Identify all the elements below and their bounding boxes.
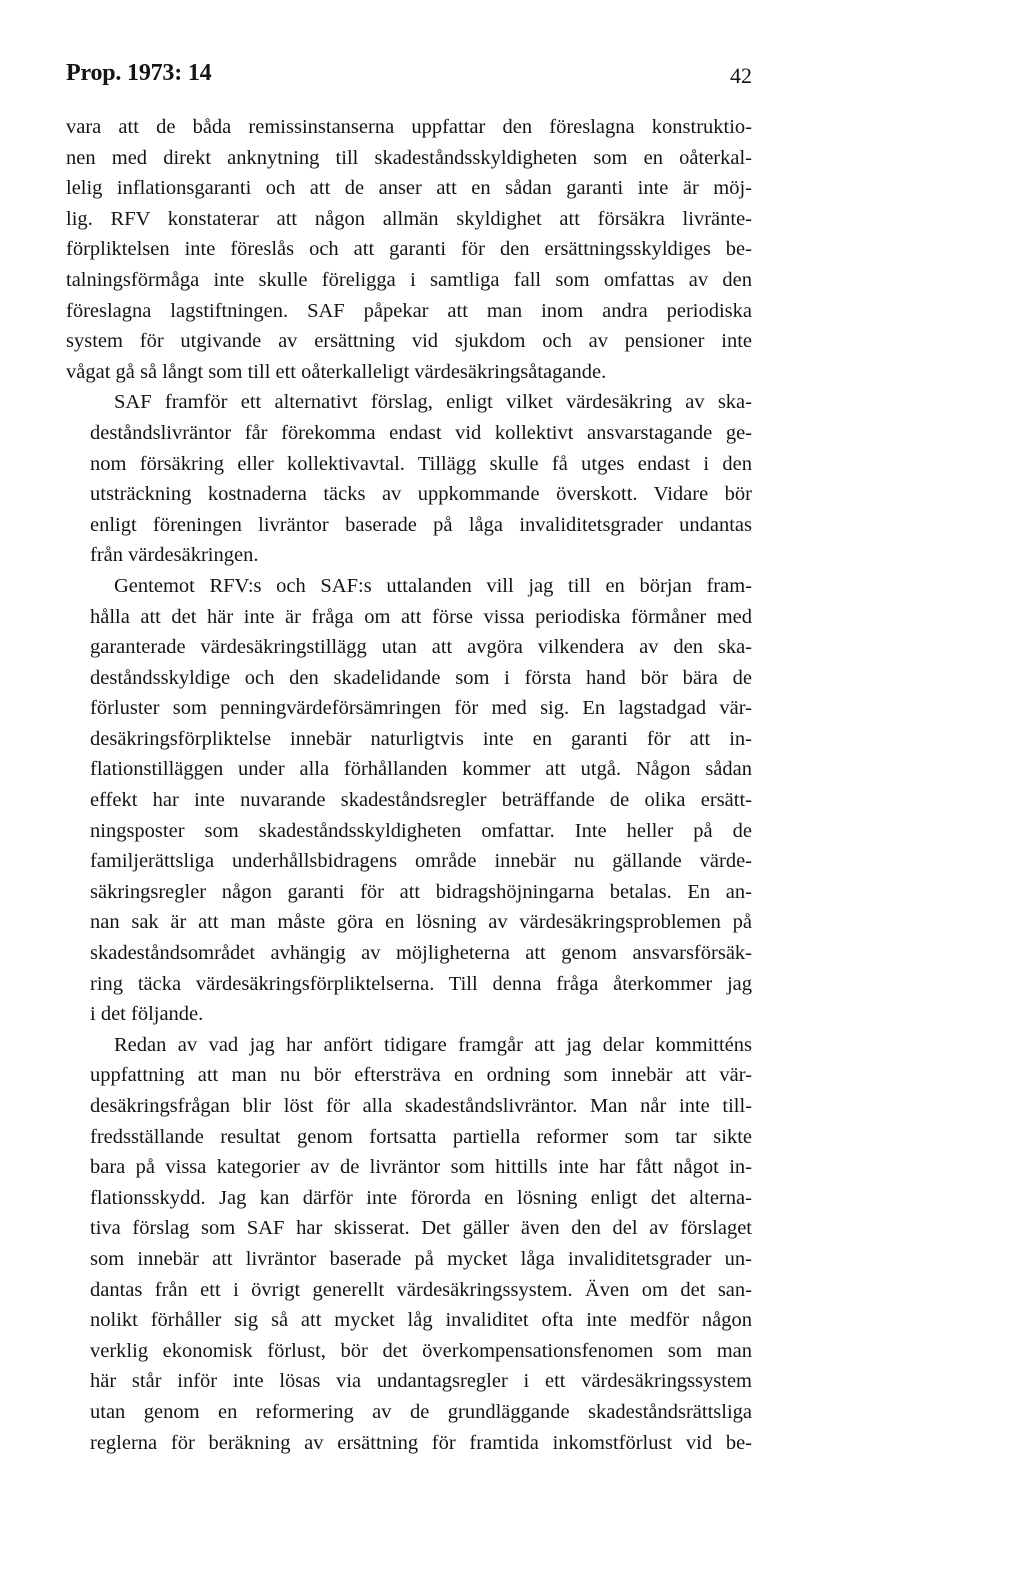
paragraph xyxy=(66,571,752,1030)
text-line: reglerna för beräkning av ersättning för framtida inkomstförlust vid be- xyxy=(90,1431,752,1454)
text-line: förpliktelsen inte föreslås och att garanti för den ersättningsskyldiges be- xyxy=(66,238,752,261)
text-line: effekt har inte nuvarande skadeståndsregler beträffande de olika ersätt- xyxy=(90,789,752,812)
text-line: system för utgivande av ersättning vid sjukdom och av pensioner inte xyxy=(66,330,752,353)
text-line: vara att de båda remissinstanserna uppfattar den föreslagna konstruktio- xyxy=(66,116,752,138)
text-line: Gentemot RFV:s och SAF:s uttalanden vill jag till en början fram- xyxy=(114,574,752,597)
text-line: föreslagna lagstiftningen. SAF påpekar att man inom andra periodiska xyxy=(66,299,752,322)
text-line: från värdesäkringen. xyxy=(90,544,259,567)
text-line: säkringsregler någon garanti för att bidragshöjningarna betalas. En an- xyxy=(90,880,752,903)
text-line: utan genom en reformering av de grundläggande skadeståndsrättsliga xyxy=(90,1400,752,1423)
page-header xyxy=(66,58,752,92)
text-line: Redan av vad jag har anfört tidigare framgår att jag delar kommitténs xyxy=(114,1033,752,1056)
text-line: lelig inflationsgaranti och att de anser att en sådan garanti inte är möj- xyxy=(66,177,752,200)
document-title: Prop. 1973: 14 xyxy=(66,60,212,86)
text-line: desäkringsfrågan blir löst för alla skadeståndslivräntor. Man når inte till- xyxy=(90,1095,752,1117)
text-line: desäkringsförpliktelse innebär naturligtvis inte en garanti för att in- xyxy=(90,727,752,750)
paragraph xyxy=(66,387,752,571)
text-line: ningsposter som skadeståndsskyldigheten omfattar. Inte heller på de xyxy=(90,819,752,842)
paragraph xyxy=(66,112,752,387)
text-line: bara på vissa kategorier av de livräntor som hittills inte har fått något in- xyxy=(90,1156,752,1179)
text-line: tiva förslag som SAF har skisserat. Det gäller även den del av förslaget xyxy=(90,1217,752,1240)
text-line: SAF framför ett alternativt förslag, enligt vilket värdesäkring av ska- xyxy=(114,391,752,414)
text-line: nom försäkring eller kollektivavtal. Tillägg skulle få utges endast i den xyxy=(90,452,752,475)
text-line: lig. RFV konstaterar att någon allmän skyldighet att försäkra livränte- xyxy=(66,207,752,230)
text-line: ring täcka värdesäkringsförpliktelserna. Till denna fråga återkommer jag xyxy=(90,972,752,995)
text-line: familjerättsliga underhållsbidragens område innebär nu gällande värde- xyxy=(90,850,752,873)
text-line: dantas från ett i övrigt generellt värdesäkringssystem. Även om det san- xyxy=(90,1278,752,1301)
text-line: som innebär att livräntor baserade på mycket låga invaliditetsgrader un- xyxy=(90,1247,752,1270)
text-line: utsträckning kostnaderna täcks av uppkommande överskott. Vidare bör xyxy=(90,483,752,506)
text-line: förluster som penningvärdeförsämringen för med sig. En lagstadgad vär- xyxy=(90,697,752,720)
text-line: flationstilläggen under alla förhållanden kommer att utgå. Någon sådan xyxy=(90,758,752,781)
page-number: 42 xyxy=(730,63,752,88)
text-line: talningsförmåga inte skulle föreligga i samtliga fall som omfattas av den xyxy=(66,268,752,291)
body-text xyxy=(66,112,752,1458)
text-line: uppfattning att man nu bör eftersträva en ordning som innebär att vär- xyxy=(90,1064,752,1087)
text-line: vågat gå så långt som till ett oåterkalleligt värdesäkringsåtagande. xyxy=(66,360,607,383)
paragraph xyxy=(66,1030,752,1458)
text-line: deståndslivräntor får förekomma endast vid kollektivt ansvarstagande ge- xyxy=(90,421,752,444)
text-line: skadeståndsområdet avhängig av möjligheterna att genom ansvarsförsäk- xyxy=(90,942,752,965)
text-line: här står inför inte lösas via undantagsregler i ett värdesäkringssystem xyxy=(90,1370,752,1393)
text-line: i det följande. xyxy=(90,1003,204,1026)
text-line: flationsskydd. Jag kan därför inte förorda en lösning enligt det alterna- xyxy=(90,1186,752,1209)
text-line: nen med direkt anknytning till skadeståndsskyldigheten som en oåterkal- xyxy=(66,146,752,169)
text-line: hålla att det här inte är fråga om att förse vissa periodiska förmåner med xyxy=(90,605,752,628)
text-line: enligt föreningen livräntor baserade på låga invaliditetsgrader undantas xyxy=(90,513,752,536)
text-line: verklig ekonomisk förlust, bör det överkompensationsfenomen som man xyxy=(90,1339,752,1362)
text-line: nan sak är att man måste göra en lösning av värdesäkringsproblemen på xyxy=(90,911,752,934)
text-line: garanterade värdesäkringstillägg utan att avgöra vilkendera av den ska- xyxy=(90,636,752,659)
text-line: deståndsskyldige och den skadelidande som i första hand bör bära de xyxy=(90,666,752,689)
text-line: fredsställande resultat genom fortsatta partiella reformer som tar sikte xyxy=(90,1125,752,1148)
text-line: nolikt förhåller sig så att mycket låg invaliditet ofta inte medför någon xyxy=(90,1309,752,1332)
